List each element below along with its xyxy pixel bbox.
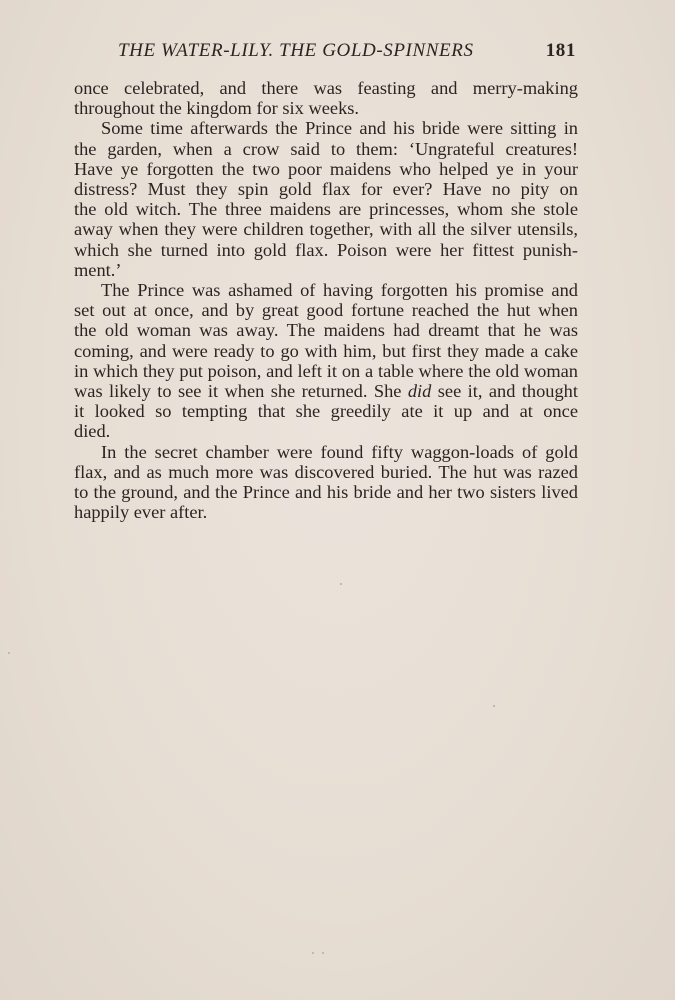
body-text [74, 78, 578, 522]
text-line: ment.’ [74, 259, 122, 280]
paragraph-1 [74, 78, 578, 118]
paragraph-2 [74, 118, 578, 280]
text-line: distress? Must they spin gold flax for ever? Have no pity on [74, 179, 578, 200]
paper-speck [340, 583, 342, 585]
running-head: THE WATER-LILY. THE GOLD-SPINNERS [118, 40, 474, 61]
paragraph-3 [74, 280, 578, 442]
paragraph-4 [74, 442, 578, 523]
line-text-after: see it, and thought [431, 381, 578, 402]
text-line: died. [74, 421, 111, 442]
text-line: it looked so tempting that she greedily ate it up and at once [74, 401, 578, 422]
emphasized-word: did [407, 381, 432, 402]
page-header [118, 40, 576, 66]
text-line: the old woman was away. The maidens had dreamt that he was [74, 320, 578, 341]
paper-speck [322, 952, 324, 954]
text-line: Have ye forgotten the two poor maidens who helped ye in your [74, 158, 578, 179]
text-line: in which they put poison, and left it on a table where the old woman [74, 360, 578, 381]
text-line: flax, and as much more was discovered buried. The hut was razed [74, 461, 578, 482]
page-number: 181 [545, 40, 576, 61]
text-line: In the secret chamber were found fifty waggon-loads of gold [101, 441, 578, 462]
text-line: The Prince was ashamed of having forgotten his promise and [101, 280, 578, 301]
text-line: once celebrated, and there was feasting and merry-making [74, 78, 578, 98]
text-line: set out at once, and by great good fortune reached the hut when [74, 300, 578, 321]
paper-speck [493, 705, 495, 707]
paper-speck [312, 952, 314, 954]
text-line: to the ground, and the Prince and his bride and her two sisters lived [74, 482, 578, 503]
text-line: Some time afterwards the Prince and his bride were sitting in [101, 118, 578, 139]
text-line: the old witch. The three maidens are princesses, whom she stole [74, 199, 578, 220]
text-line: happily ever after. [74, 502, 208, 523]
text-line: coming, and were ready to go with him, but first they made a cake [74, 340, 578, 361]
text-line: the garden, when a crow said to them: ‘Ungrateful creatures! [74, 138, 578, 159]
text-line: throughout the kingdom for six weeks. [74, 98, 360, 119]
paper-speck [8, 652, 10, 654]
text-line: which she turned into gold flax. Poison were her fittest punish- [74, 239, 578, 260]
text-line: away when they were children together, with all the silver utensils, [74, 219, 578, 240]
text-line-with-emphasis [74, 381, 578, 401]
line-text-before: was likely to see it when she returned. She [74, 381, 408, 402]
